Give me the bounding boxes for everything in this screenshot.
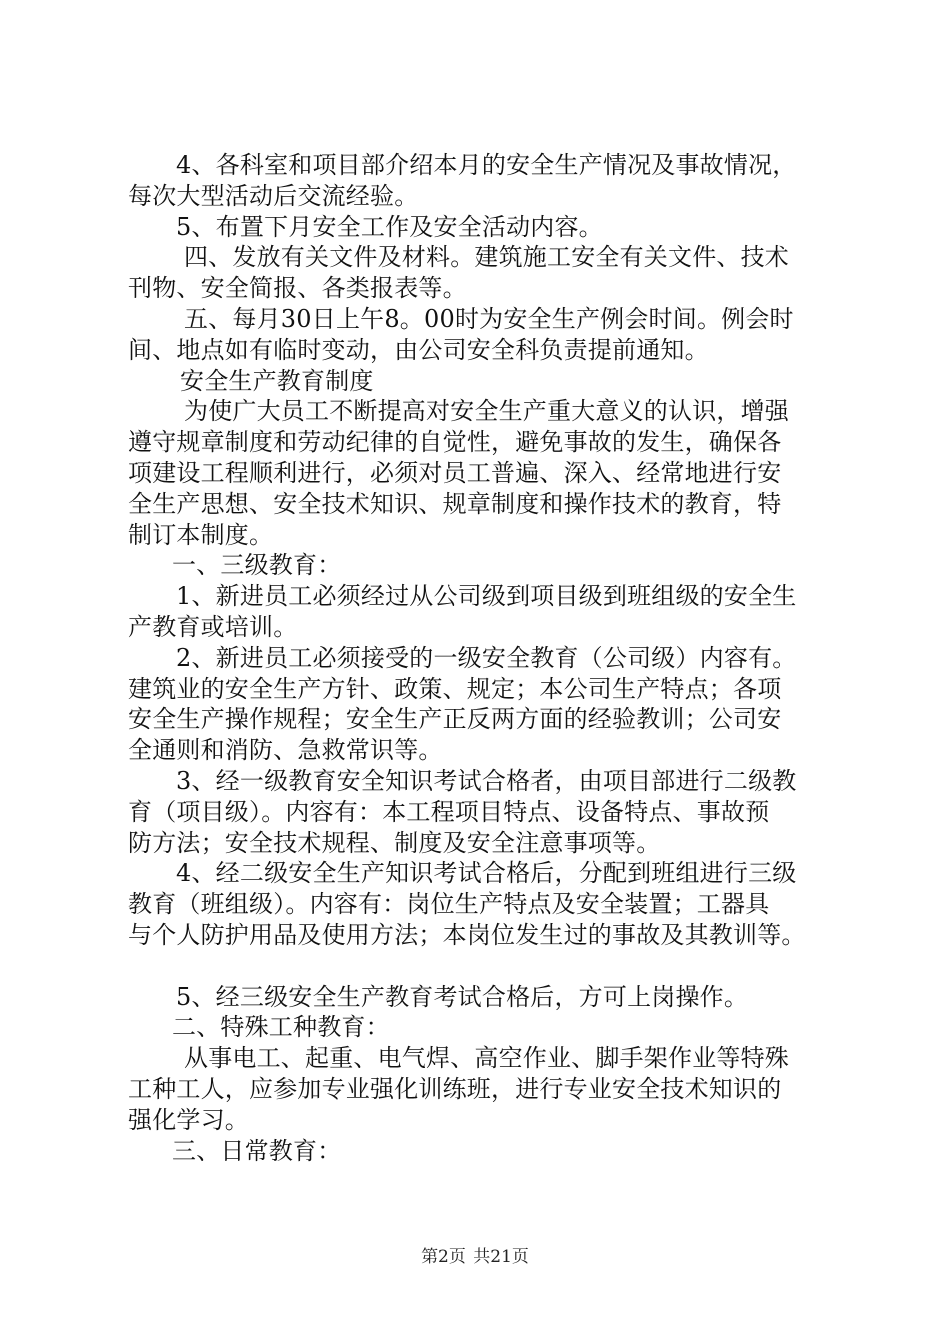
paragraph-line: 三、日常教育： — [172, 1136, 342, 1165]
paragraph-line: 制订本制度。 — [128, 520, 274, 549]
paragraph-line: 五、每月30日上午8。00时为安全生产例会时间。例会时 — [184, 304, 794, 333]
paragraph-line: 产教育或培训。 — [128, 612, 298, 641]
paragraph-line: 每次大型活动后交流经验。 — [128, 181, 419, 210]
paragraph-line: 1、新进员工必须经过从公司级到项目级到班组级的安全生 — [176, 582, 797, 611]
paragraph-line: 四、发放有关文件及材料。建筑施工安全有关文件、技术 — [184, 243, 789, 272]
paragraph-line: 3、经一级教育安全知识考试合格者，由项目部进行二级教 — [176, 766, 797, 795]
paragraph-line: 防方法；安全技术规程、制度及安全注意事项等。 — [128, 828, 661, 857]
paragraph-line: 教育（班组级）。内容有：岗位生产特点及安全装置；工器具 — [128, 890, 770, 919]
paragraph-line: 2、新进员工必须接受的一级安全教育（公司级）内容有。 — [176, 643, 797, 672]
paragraph-line: 全通则和消防、急救常识等。 — [128, 736, 443, 765]
paragraph-line: 4、经二级安全生产知识考试合格后，分配到班组进行三级 — [176, 859, 797, 888]
paragraph-line: 项建设工程顺利进行，必须对员工普遍、深入、经常地进行安 — [128, 458, 782, 487]
paragraph-line: 从事电工、起重、电气焊、高空作业、脚手架作业等特殊 — [184, 1044, 789, 1073]
paragraph-line: 安全生产操作规程；安全生产正反两方面的经验教训；公司安 — [128, 705, 782, 734]
page-number-footer: 第2页 共21页 — [421, 1247, 529, 1267]
paragraph-line: 一、三级教育： — [172, 551, 342, 580]
paragraph-line: 5、布置下月安全工作及安全活动内容。 — [176, 212, 603, 241]
document-body — [128, 150, 858, 1166]
paragraph-line: 遵守规章制度和劳动纪律的自觉性，避免事故的发生，确保各 — [128, 428, 782, 457]
paragraph-line: 育（项目级）。内容有：本工程项目特点、设备特点、事故预 — [128, 797, 770, 826]
paragraph-line: 5、经三级安全生产教育考试合格后，方可上岗操作。 — [176, 982, 749, 1011]
paragraph-line: 4、各科室和项目部介绍本月的安全生产情况及事故情况， — [176, 151, 797, 179]
section-heading: 安全生产教育制度 — [180, 366, 374, 395]
paragraph-line: 全生产思想、安全技术知识、规章制度和操作技术的教育，特 — [128, 489, 782, 518]
paragraph-line: 强化学习。 — [128, 1105, 249, 1134]
paragraph-line: 建筑业的安全生产方针、政策、规定；本公司生产特点；各项 — [128, 674, 782, 703]
paragraph-line: 工种工人，应参加专业强化训练班，进行专业安全技术知识的 — [128, 1074, 782, 1103]
paragraph-line: 刊物、安全简报、各类报表等。 — [128, 274, 467, 303]
paragraph-line: 为使广大员工不断提高对安全生产重大意义的认识，增强 — [184, 397, 789, 426]
paragraph-line: 二、特殊工种教育： — [172, 1013, 390, 1042]
paragraph-line: 与个人防护用品及使用方法；本岗位发生过的事故及其教训等。 — [128, 920, 806, 949]
paragraph-line: 间、地点如有临时变动，由公司安全科负责提前通知。 — [128, 335, 709, 364]
blank-line — [128, 951, 858, 982]
